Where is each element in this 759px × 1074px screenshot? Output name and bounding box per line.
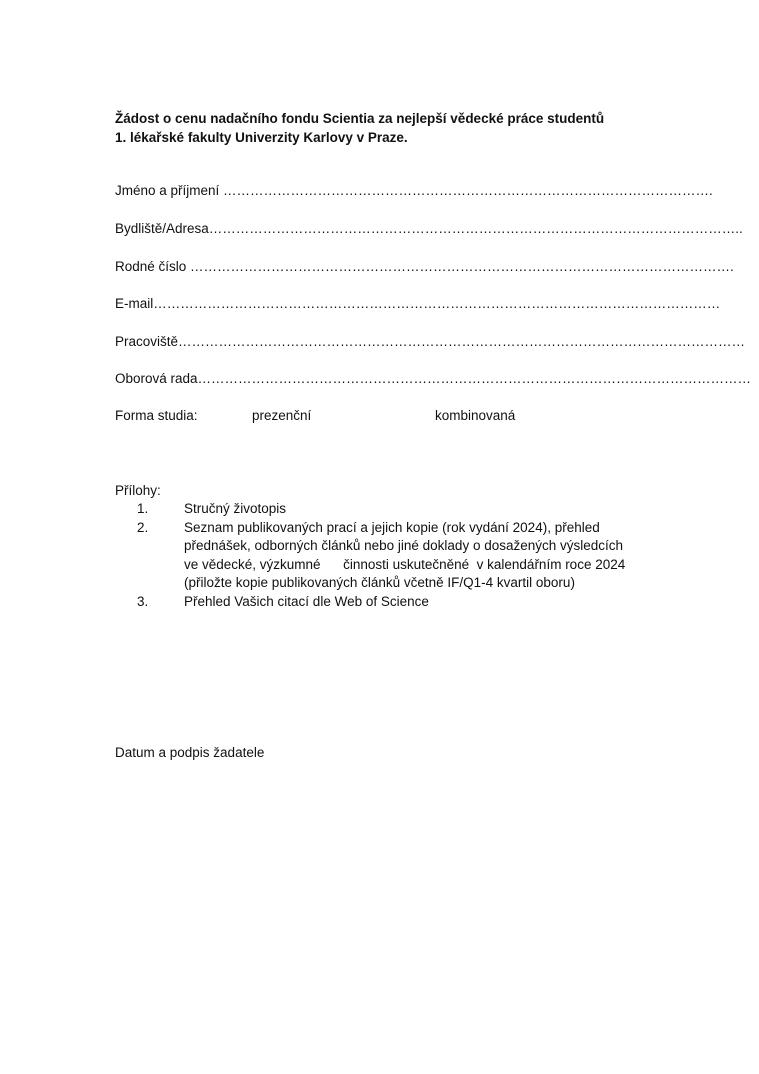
name-field: Jméno a příjmení ………………………………………………………………………………………………. (115, 183, 713, 198)
attachment-text: (přiložte kopie publikovaných článků včetně IF/Q1-4 kvartil oboru) (184, 575, 575, 590)
attachment-text: Seznam publikovaných prací a jejich kopie (rok vydání 2024), přehled (184, 519, 600, 535)
attachment-item (115, 593, 675, 612)
study-form-label: Forma studia: (115, 408, 198, 423)
birth-number-field: Rodné číslo …………………………………………………………………………………………………………. (115, 259, 734, 274)
study-form-option-combined: kombinovaná (435, 408, 516, 423)
attachment-text: Přehled Vašich citací dle Web of Science (184, 593, 429, 609)
workplace-field: Pracoviště……………………………………………………………………………………………………………… (115, 334, 746, 349)
title-line-2: 1. lékařské fakulty Univerzity Karlovy v Praze. (115, 130, 408, 145)
attachment-text: přednášek, odborných článků nebo jiné doklady o dosažených výsledcích (184, 538, 624, 553)
attachment-text: ve vědecké, výzkumné činnosti uskutečněné v kalendářním roce 2024 (184, 556, 626, 572)
document-title (115, 109, 604, 147)
attachments-heading: Přílohy: (115, 483, 161, 498)
study-form-option-fulltime: prezenční (252, 408, 312, 423)
date-and-signature-label: Datum a podpis žadatele (115, 745, 265, 760)
attachment-item (115, 519, 675, 593)
attachment-text: Stručný životopis (184, 501, 287, 516)
email-field: E-mail……………………………………………………………………………………………………………… (115, 296, 721, 311)
field-board-field: Oborová rada…………………………………………………………………………………………………………… (115, 371, 752, 386)
title-line-1: Žádost o cenu nadačního fondu Scientia za nejlepší vědecké práce studentů (115, 111, 605, 126)
attachment-number: 3. (137, 593, 149, 609)
address-field: Bydliště/Adresa……………………………………………………………………………………………………….. (115, 221, 743, 236)
attachment-number: 2. (137, 519, 149, 535)
attachments-list (115, 500, 675, 611)
attachment-number: 1. (137, 501, 149, 516)
attachment-item (115, 500, 675, 519)
